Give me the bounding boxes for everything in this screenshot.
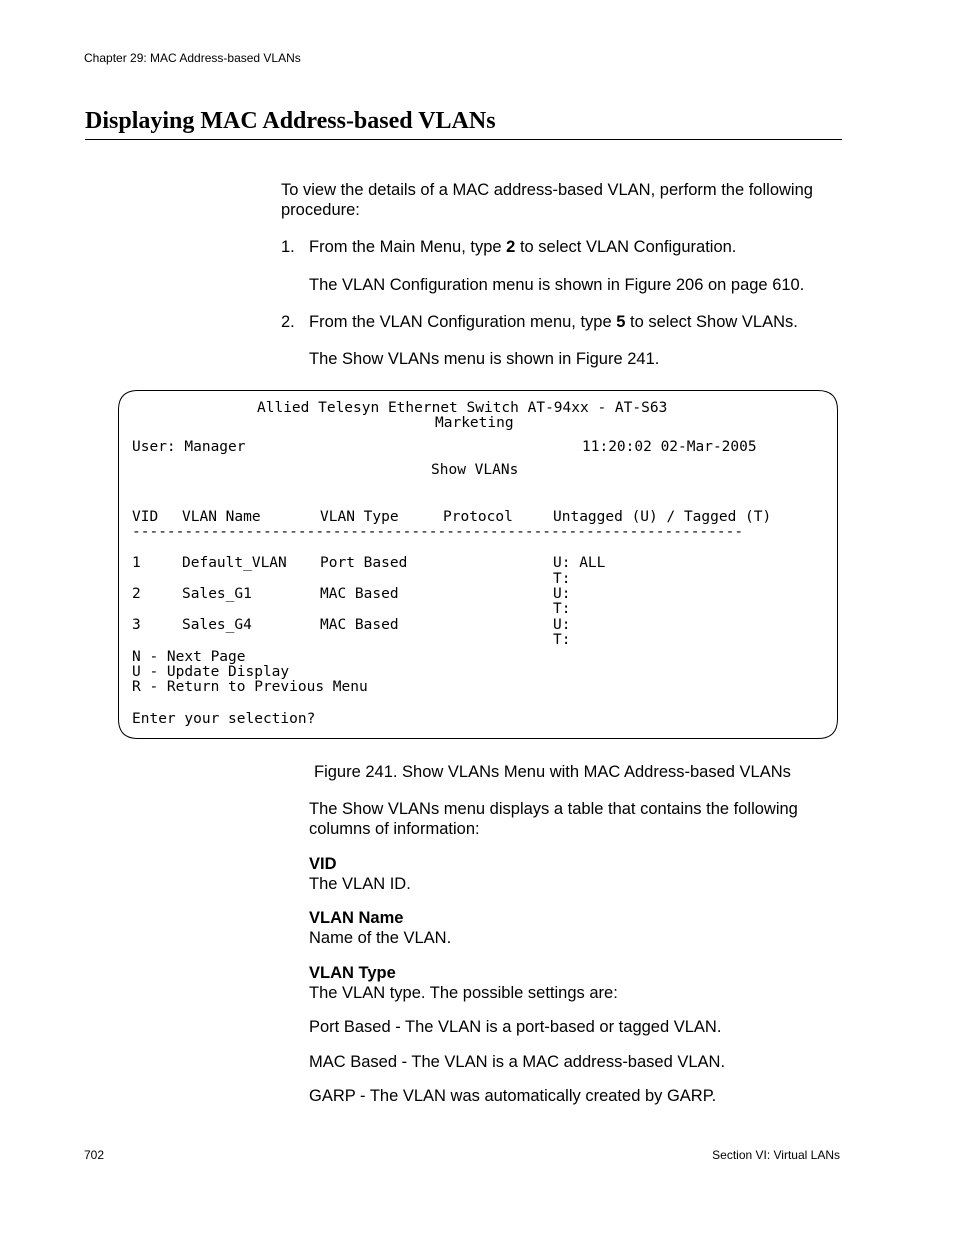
definition-term: VLAN Type [309,964,396,982]
section-label: Section VI: Virtual LANs [712,1148,840,1162]
title-rule [85,139,842,140]
row-untagged: U: [553,586,571,602]
row-vlan-name: Sales_G4 [182,617,252,633]
step-note: The VLAN Configuration menu is shown in Figure 206 on page 610. [309,276,805,294]
page-title: Displaying MAC Address-based VLANs [85,108,496,134]
option-next-page: N - Next Page [132,649,246,665]
intro-paragraph: To view the details of a MAC address-based VLAN, perform the following procedure: [281,181,813,219]
column-protocol: Protocol [443,509,513,525]
step-number: 2. [281,313,295,331]
row-vid: 1 [132,555,141,571]
definition-term: VID [309,855,337,873]
chapter-header: Chapter 29: MAC Address-based VLANs [84,51,301,65]
step-text-pre: From the Main Menu, type [309,238,507,256]
option-update-display: U - Update Display [132,664,290,680]
row-tagged: T: [553,601,571,617]
row-vlan-type: MAC Based [320,617,399,633]
screen-prompt: Enter your selection? [132,711,316,727]
row-untagged: U: [553,617,571,633]
screen-title: Allied Telesyn Ethernet Switch AT-94xx - AT-S63 [257,400,668,416]
row-tagged: T: [553,632,571,648]
setting-port-based: Port Based - The VLAN is a port-based or tagged VLAN. [309,1018,722,1036]
row-untagged: U: ALL [553,555,606,571]
screen-datetime: 11:20:02 02-Mar-2005 [582,439,757,455]
column-vlan-type: VLAN Type [320,509,399,525]
step-text-post: to select VLAN Configuration. [515,238,737,256]
step-key: 5 [616,313,626,331]
screen-user: User: Manager [132,439,246,455]
screen-separator: ---------------------------------------------------------------------- [132,524,744,540]
column-vlan-name: VLAN Name [182,509,261,525]
row-vid: 2 [132,586,141,602]
step-text [309,312,798,332]
screen-menu-title: Show VLANs [431,462,519,478]
row-tagged: T: [553,571,571,587]
terminal-screen-figure [118,390,838,739]
row-vlan-name: Sales_G1 [182,586,252,602]
setting-garp: GARP - The VLAN was automatically created by GARP. [309,1087,717,1105]
screen-subtitle: Marketing [435,415,514,431]
step-number: 1. [281,238,295,256]
description-paragraph: The Show VLANs menu displays a table that contains the following columns of information: [309,800,798,838]
column-vid: VID [132,509,159,525]
row-vid: 3 [132,617,141,633]
definition-desc: The VLAN type. The possible settings are: [309,984,618,1002]
step-text-pre: From the VLAN Configuration menu, type [309,313,617,331]
definition-desc: The VLAN ID. [309,875,411,893]
row-vlan-name: Default_VLAN [182,555,287,571]
page-number: 702 [84,1148,105,1162]
step-text [309,237,736,257]
setting-mac-based: MAC Based - The VLAN is a MAC address-based VLAN. [309,1053,726,1071]
option-return: R - Return to Previous Menu [132,679,368,695]
step-text-post: to select Show VLANs. [625,313,798,331]
figure-caption: Figure 241. Show VLANs Menu with MAC Address-based VLANs [314,763,791,781]
step-note: The Show VLANs menu is shown in Figure 241. [309,350,660,368]
row-vlan-type: MAC Based [320,586,399,602]
definition-term: VLAN Name [309,909,404,927]
row-vlan-type: Port Based [320,555,408,571]
column-ports: Untagged (U) / Tagged (T) [553,509,772,525]
definition-desc: Name of the VLAN. [309,929,452,947]
step-key: 2 [506,238,516,256]
